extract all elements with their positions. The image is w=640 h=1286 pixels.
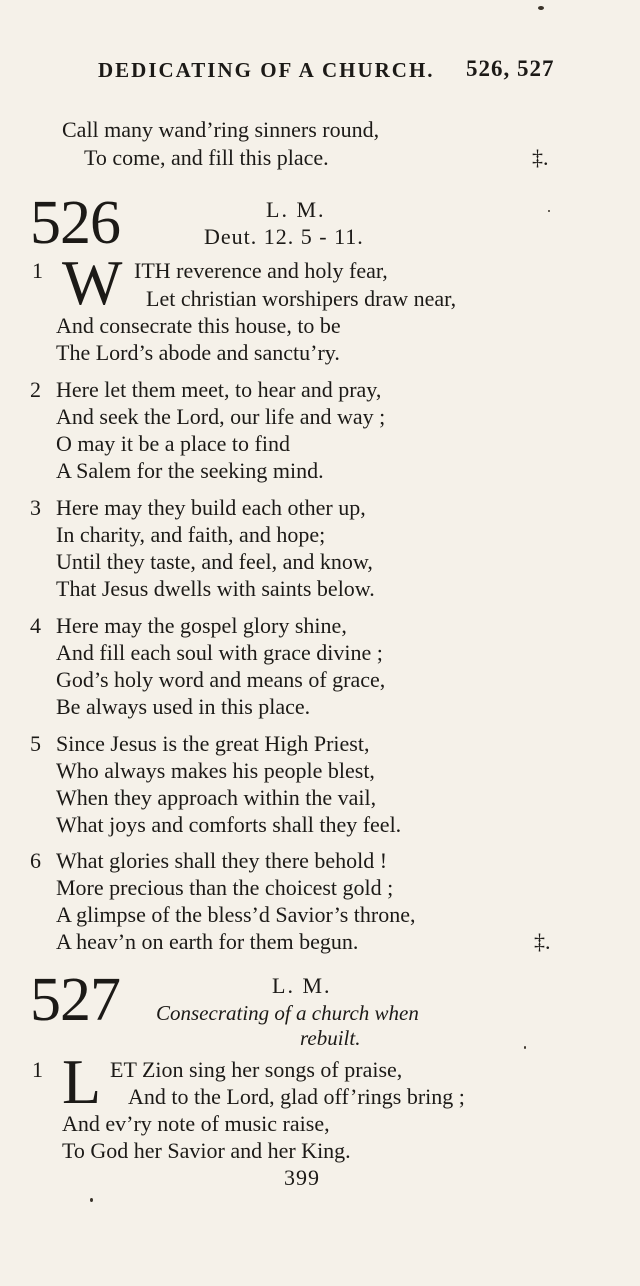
running-head-title: DEDICATING OF A CHURCH. bbox=[98, 58, 435, 82]
verse-line: A heav’n on earth for them begun. bbox=[56, 929, 359, 954]
ink-speck bbox=[538, 6, 544, 10]
verse-line: In charity, and faith, and hope; bbox=[56, 522, 326, 547]
drop-cap: W bbox=[62, 247, 123, 318]
stanza-number: 3 bbox=[30, 495, 41, 520]
drop-cap: L bbox=[62, 1046, 102, 1117]
verse-line: ET Zion sing her songs of praise, bbox=[110, 1057, 403, 1082]
verse-line: O may it be a place to find bbox=[56, 431, 290, 456]
verse-line: The Lord’s abode and sanctu’ry. bbox=[56, 340, 340, 365]
hymn-527-subtitle-continued: rebuilt. bbox=[300, 1026, 361, 1050]
stanza-number: 1 bbox=[32, 258, 43, 283]
verse-line: ITH reverence and holy fear, bbox=[134, 258, 388, 283]
running-head bbox=[98, 58, 598, 83]
running-head-hymn-numbers: 526, 527 bbox=[466, 56, 555, 81]
hymn-number-527: 527 bbox=[30, 966, 120, 1034]
verse-line: And to the Lord, glad off’rings bring ; bbox=[128, 1084, 465, 1109]
verse-line: More precious than the choicest gold ; bbox=[56, 875, 394, 900]
verse-line: And fill each soul with grace divine ; bbox=[56, 640, 383, 665]
continuation-line-1: Call many wand’ring sinners round, bbox=[62, 117, 380, 142]
stanza-number: 6 bbox=[30, 848, 41, 873]
hymn-527-subtitle: Consecrating of a church when bbox=[156, 1001, 419, 1025]
verse-line: Let christian worshipers draw near, bbox=[146, 286, 457, 311]
verse-line: Here let them meet, to hear and pray, bbox=[56, 377, 382, 402]
hymn-526-meter: L. M. bbox=[266, 197, 326, 222]
verse-line: Here may they build each other up, bbox=[56, 495, 366, 520]
verse-line: What joys and comforts shall they feel. bbox=[56, 812, 402, 837]
verse-line: And consecrate this house, to be bbox=[56, 313, 341, 338]
ink-speck bbox=[90, 1198, 93, 1202]
verse-line: Since Jesus is the great High Priest, bbox=[56, 731, 370, 756]
verse-line: Be always used in this place. bbox=[56, 694, 311, 719]
end-mark: ‡. bbox=[534, 929, 551, 954]
stanza-number: 5 bbox=[30, 731, 41, 756]
verse-line: Who always makes his people blest, bbox=[56, 758, 375, 783]
page-number: 399 bbox=[284, 1165, 320, 1190]
verse-line: Here may the gospel glory shine, bbox=[56, 613, 347, 638]
verse-line: What glories shall they there behold ! bbox=[56, 848, 388, 873]
verse-line: A glimpse of the bless’d Savior’s throne, bbox=[56, 902, 416, 927]
verse-line: God’s holy word and means of grace, bbox=[56, 667, 386, 692]
hymn-number-526: 526 bbox=[30, 189, 120, 257]
verse-line: And ev’ry note of music raise, bbox=[62, 1111, 330, 1136]
hymn-527-meter: L. M. bbox=[272, 973, 332, 998]
stanza-number: 2 bbox=[30, 377, 41, 402]
hymn-526-scripture: Deut. 12. 5 - 11. bbox=[204, 224, 364, 249]
continuation-line-2: To come, and fill this place. bbox=[84, 145, 329, 170]
stanza-number: 1 bbox=[32, 1057, 43, 1082]
verse-line: Until they taste, and feel, and know, bbox=[56, 549, 373, 574]
verse-line: When they approach within the vail, bbox=[56, 785, 377, 810]
verse-line: That Jesus dwells with saints below. bbox=[56, 576, 375, 601]
verse-line: To God her Savior and her King. bbox=[62, 1138, 351, 1163]
stanza-number: 4 bbox=[30, 613, 41, 638]
end-mark: ‡. bbox=[532, 145, 549, 170]
verse-line: And seek the Lord, our life and way ; bbox=[56, 404, 386, 429]
ink-speck bbox=[548, 210, 550, 212]
ink-speck bbox=[524, 1046, 526, 1049]
verse-line: A Salem for the seeking mind. bbox=[56, 458, 324, 483]
